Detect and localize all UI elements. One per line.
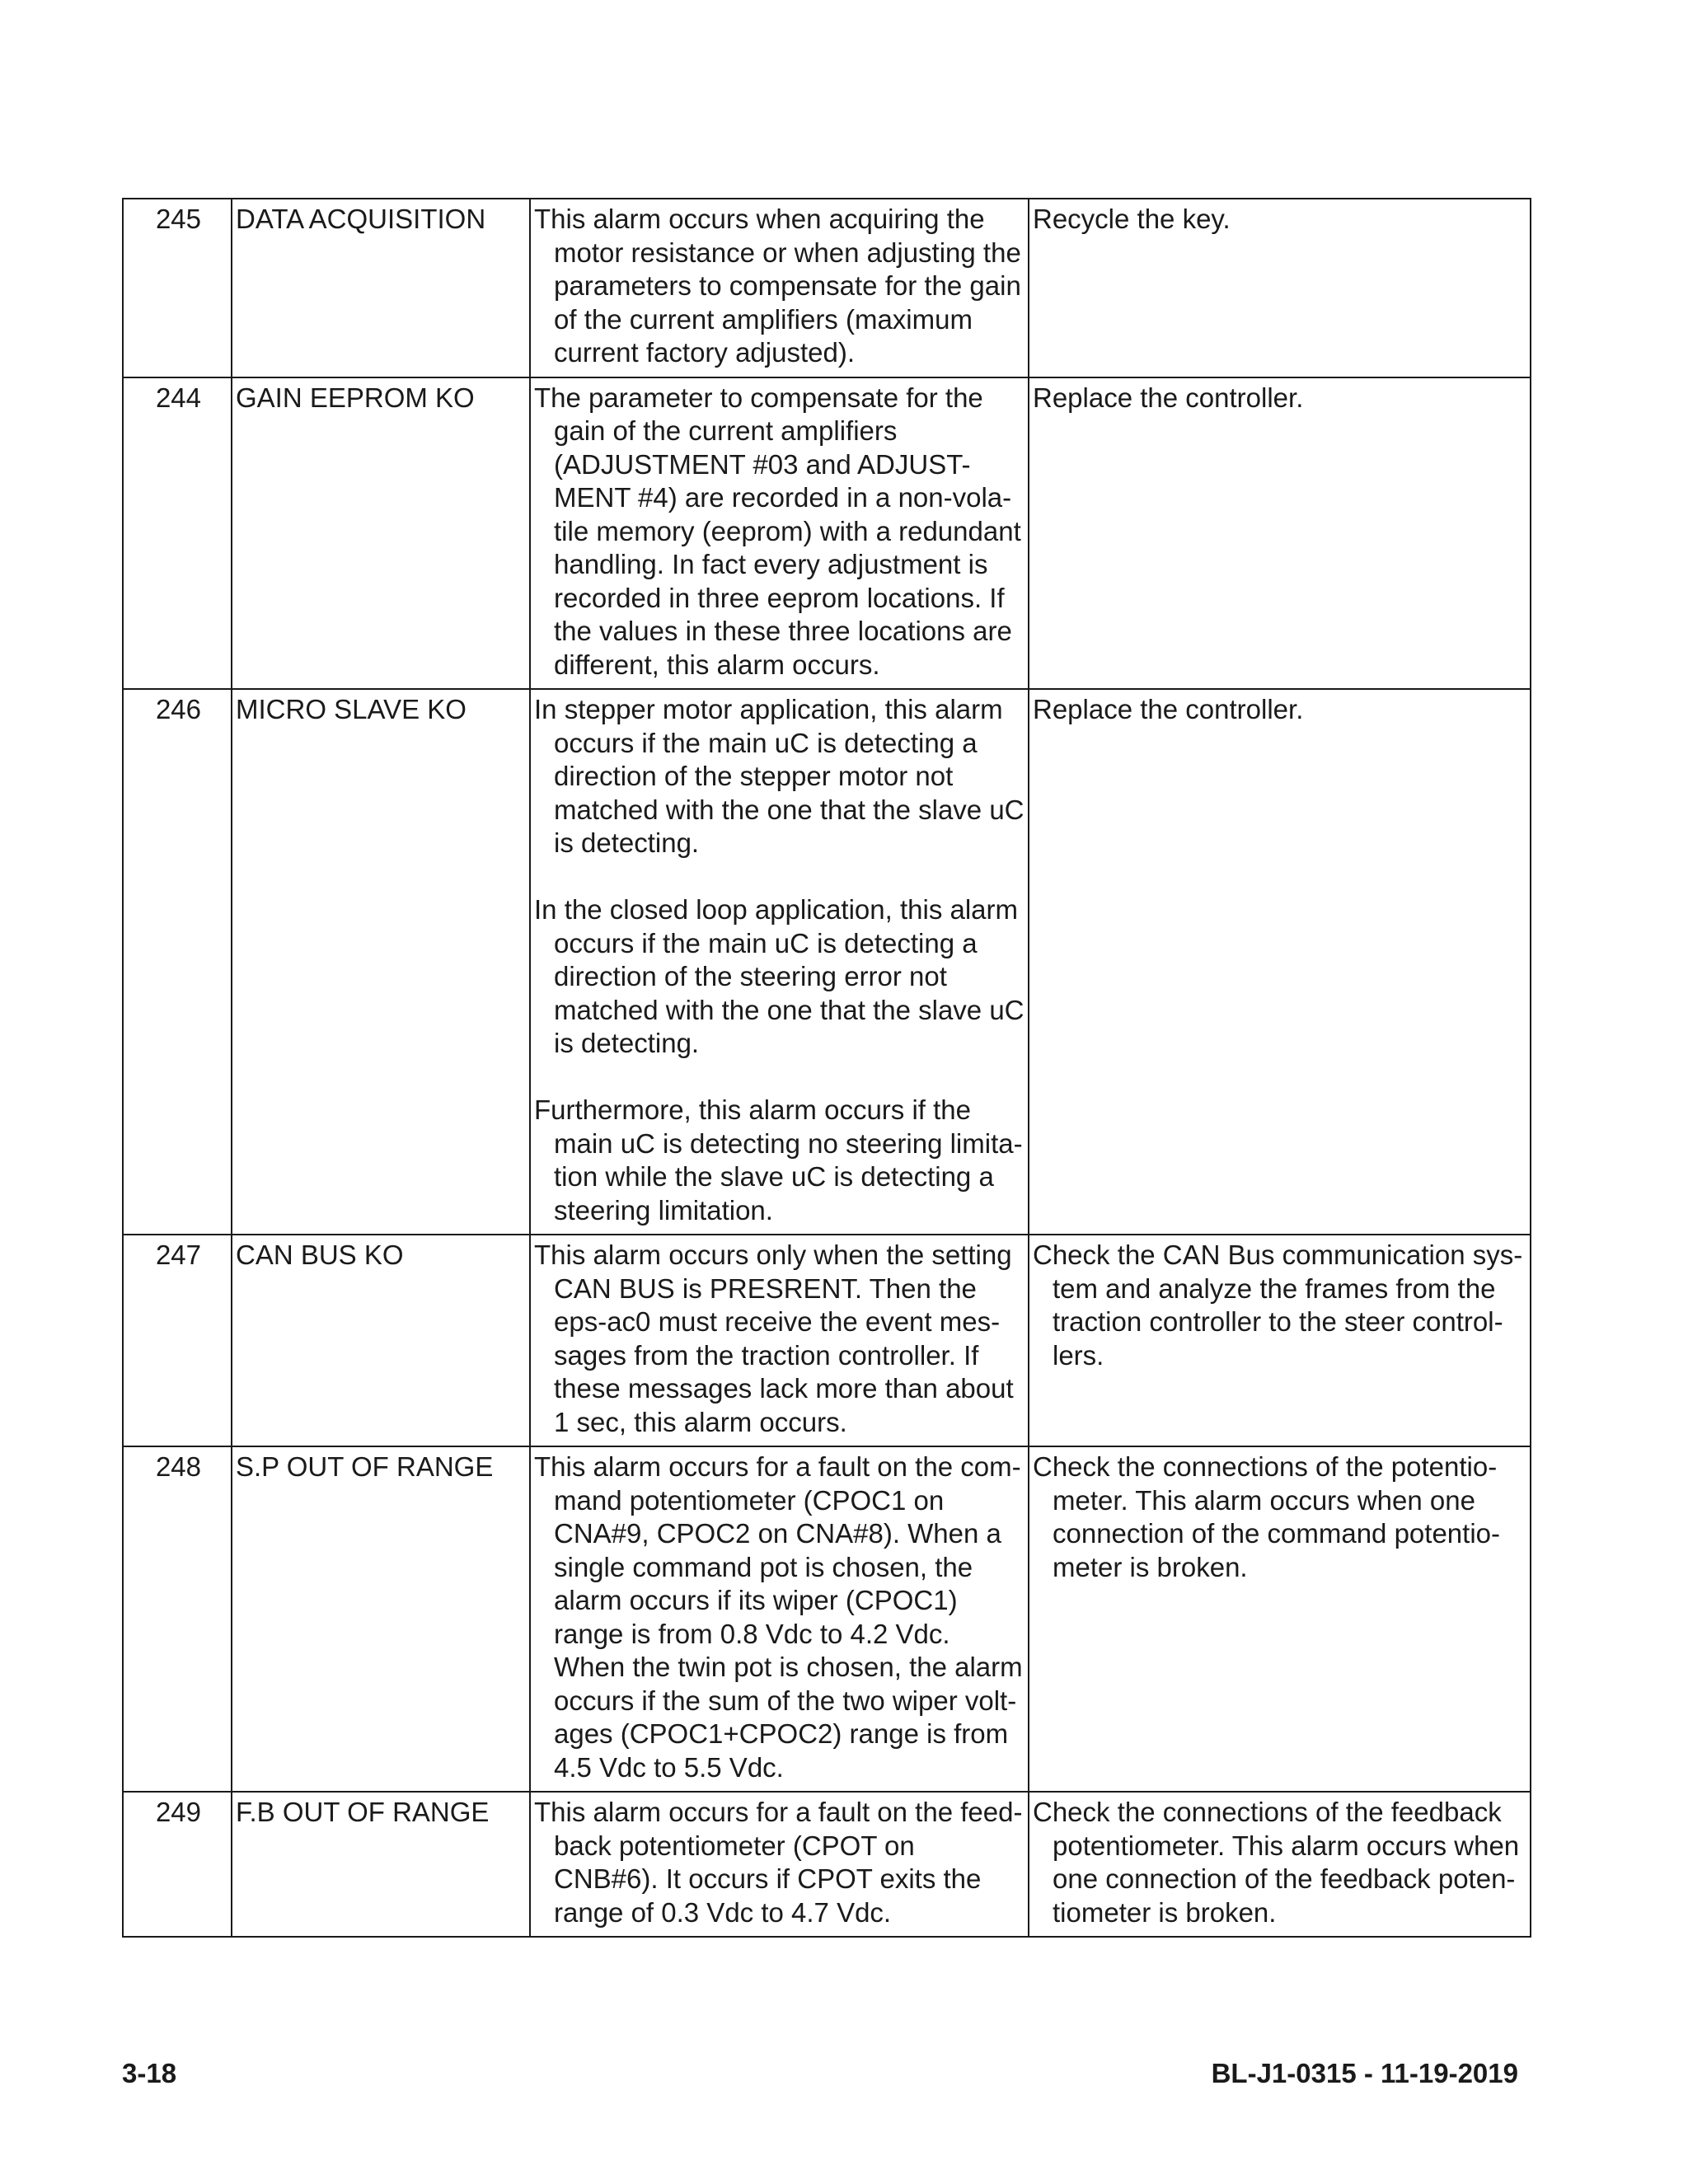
alarm-description xyxy=(530,377,1029,690)
alarm-description xyxy=(530,1446,1029,1792)
alarm-action xyxy=(1029,1235,1531,1446)
action-paragraph: Check the connections of the potentio-meter. This alarm occurs when one connection of the command potentio-meter is broken. xyxy=(1033,1451,1501,1582)
description-paragraph: This alarm occurs for a fault on the com-mand potentiometer (CPOC1 on CNA#9, CPOC2 on CNA#8). When a single command pot is chosen, the alarm occurs if its wiper (CPOC1) range is from 0.8 Vdc to 4.2 Vdc. When the twin pot is chosen, the alarm occurs if the sum of the two wiper volt-ages (CPOC1+CPOC2) range is from 4.5 Vdc to 5.5 Vdc. xyxy=(534,1451,1023,1783)
alarm-code: 249 xyxy=(123,1792,232,1937)
description-paragraph: In the closed loop application, this alarm occurs if the main uC is detecting a direction of the steering error not matched with the one that the slave uC is detecting. xyxy=(534,894,1025,1058)
alarm-action xyxy=(1029,1446,1531,1792)
alarm-description xyxy=(530,689,1029,1235)
alarm-table xyxy=(122,198,1531,1938)
table-row xyxy=(123,377,1531,690)
alarm-code: 244 xyxy=(123,377,232,690)
description-paragraph: In stepper motor application, this alarm occurs if the main uC is detecting a direction of the stepper motor not matched with the one that the slave uC is detecting. xyxy=(534,694,1025,858)
document-id: BL-J1-0315 - 11-19-2019 xyxy=(1211,2058,1518,2088)
alarm-code: 248 xyxy=(123,1446,232,1792)
alarm-name: CAN BUS KO xyxy=(232,1235,530,1446)
action-paragraph: Replace the controller. xyxy=(1033,382,1304,413)
alarm-name: GAIN EEPROM KO xyxy=(232,377,530,690)
table-row xyxy=(123,1446,1531,1792)
table-row xyxy=(123,199,1531,377)
alarm-action xyxy=(1029,1792,1531,1937)
alarm-description xyxy=(530,1235,1029,1446)
alarm-name: F.B OUT OF RANGE xyxy=(232,1792,530,1937)
action-paragraph: Check the CAN Bus communication sys-tem and analyze the frames from the traction controller to the steer control-lers. xyxy=(1033,1240,1523,1371)
alarm-description xyxy=(530,1792,1029,1937)
alarm-code: 245 xyxy=(123,199,232,377)
table-row xyxy=(123,1235,1531,1446)
alarm-action xyxy=(1029,199,1531,377)
description-paragraph: This alarm occurs when acquiring the motor resistance or when adjusting the parameters to compensate for the gain of the current amplifiers (maximum current factory adjusted). xyxy=(534,204,1021,368)
alarm-description xyxy=(530,199,1029,377)
action-paragraph: Check the connections of the feedback potentiometer. This alarm occurs when one connection of the feedback poten-tiometer is broken. xyxy=(1033,1797,1520,1928)
alarm-name: MICRO SLAVE KO xyxy=(232,689,530,1235)
table-row xyxy=(123,689,1531,1235)
description-paragraph: The parameter to compensate for the gain of the current amplifiers (ADJUSTMENT #03 and ADJUST-MENT #4) are recorded in a non-vola-tile memory (eeprom) with a redundant handling. In fact every adjustment is recorded in three eeprom locations. If the values in these three locations are different, this alarm occurs. xyxy=(534,382,1021,680)
page-number: 3-18 xyxy=(122,2058,177,2088)
alarm-action xyxy=(1029,689,1531,1235)
description-paragraph: This alarm occurs for a fault on the feed-back potentiometer (CPOT on CNB#6). It occurs if CPOT exits the range of 0.3 Vdc to 4.7 Vdc. xyxy=(534,1797,1023,1928)
action-paragraph: Recycle the key. xyxy=(1033,204,1231,234)
action-paragraph: Replace the controller. xyxy=(1033,694,1304,724)
alarm-code: 247 xyxy=(123,1235,232,1446)
alarm-name: DATA ACQUISITION xyxy=(232,199,530,377)
alarm-name: S.P OUT OF RANGE xyxy=(232,1446,530,1792)
table-row xyxy=(123,1792,1531,1937)
description-paragraph: Furthermore, this alarm occurs if the main uC is detecting no steering limita-tion while the slave uC is detecting a steering limitation. xyxy=(534,1094,1023,1226)
alarm-code: 246 xyxy=(123,689,232,1235)
alarm-action xyxy=(1029,377,1531,690)
description-paragraph: This alarm occurs only when the setting CAN BUS is PRESRENT. Then the eps-ac0 must receive the event mes-sages from the traction controller. If these messages lack more than about 1 sec, this alarm occurs. xyxy=(534,1240,1014,1437)
